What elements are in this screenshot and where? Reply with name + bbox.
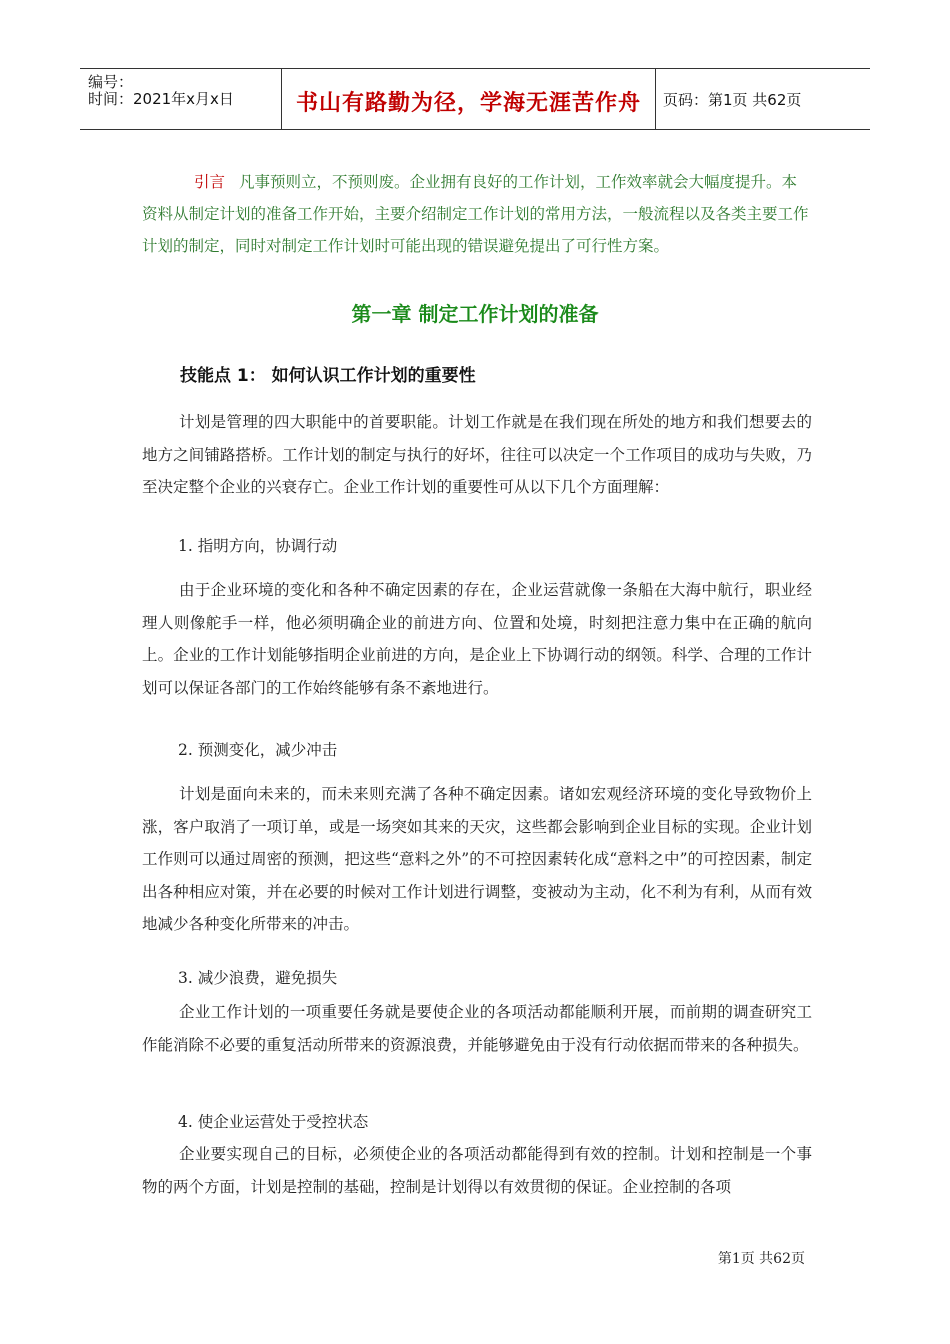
- header-right-cell: [655, 69, 870, 129]
- subheading-1: 1. 指明方向，协调行动: [178, 537, 338, 555]
- chapter-title: 第一章 制定工作计划的准备: [351, 302, 599, 326]
- subheading-2: 2. 预测变化，减少冲击: [178, 741, 338, 759]
- time-label: 时间：2021年x月x日: [88, 90, 234, 108]
- skill-title: 技能点 1： 如何认识工作计划的重要性: [180, 366, 476, 386]
- intro-paragraph: [142, 166, 812, 262]
- number-label: 编号：: [88, 73, 134, 91]
- header-center-cell: [281, 69, 656, 129]
- motto: 书山有路勤为径，学海无涯苦作舟: [295, 91, 641, 116]
- page-code: 页码：第1页 共62页: [663, 91, 802, 109]
- intro-text: 凡事预则立，不预则废。企业拥有良好的工作计划，工作效率就会大幅度提升。本资料从制定计划的准备工作开始，主要介绍制定工作计划的常用方法，一般流程以及各类主要工作计划的制定，同时对制定工作计划时可能出现的错误避免提出了可行性方案。: [142, 173, 809, 255]
- header-left-cell: [80, 69, 280, 129]
- paragraph-3: 计划是面向未来的，而未来则充满了各种不确定因素。诸如宏观经济环境的变化导致物价上涨，客户取消了一项订单，或是一场突如其来的天灾，这些都会影响到企业目标的实现。企业计划工作则可以通过周密的预测，把这些“意料之外”的不可控因素转化成“意料之中”的可控因素，制定出各种相应对策，并在必要的时候对工作计划进行调整，变被动为主动，化不利为有利，从而有效地减少各种变化所带来的冲击。: [142, 785, 812, 933]
- subheading-4: 4. 使企业运营处于受控状态: [178, 1113, 369, 1131]
- paragraph-4: 企业工作计划的一项重要任务就是要使企业的各项活动都能顺利开展，而前期的调查研究工作能消除不必要的重复活动所带来的资源浪费，并能够避免由于没有行动依据而带来的各种损失。: [142, 1003, 812, 1054]
- subheading-3: 3. 减少浪费，避免损失: [178, 969, 338, 987]
- header-table: [80, 68, 870, 130]
- paragraph-1: 计划是管理的四大职能中的首要职能。计划工作就是在我们现在所处的地方和我们想要去的地方之间铺路搭桥。工作计划的制定与执行的好坏，往往可以决定一个工作项目的成功与失败，乃至决定整个企业的兴衰存亡。企业工作计划的重要性可从以下几个方面理解：: [142, 413, 812, 496]
- paragraph-5: 企业要实现自己的目标，必须使企业的各项活动都能得到有效的控制。计划和控制是一个事物的两个方面，计划是控制的基础，控制是计划得以有效贯彻的保证。企业控制的各项: [142, 1145, 812, 1196]
- intro-lead: 引言: [194, 173, 226, 191]
- paragraph-2: 由于企业环境的变化和各种不确定因素的存在，企业运营就像一条船在大海中航行，职业经理人则像舵手一样，他必须明确企业的前进方向、位置和处境，时刻把注意力集中在正确的航向上。企业的工作计划能够指明企业前进的方向，是企业上下协调行动的纲领。科学、合理的工作计划可以保证各部门的工作始终能够有条不紊地进行。: [142, 581, 812, 697]
- page-footer: 第1页 共62页: [717, 1251, 805, 1267]
